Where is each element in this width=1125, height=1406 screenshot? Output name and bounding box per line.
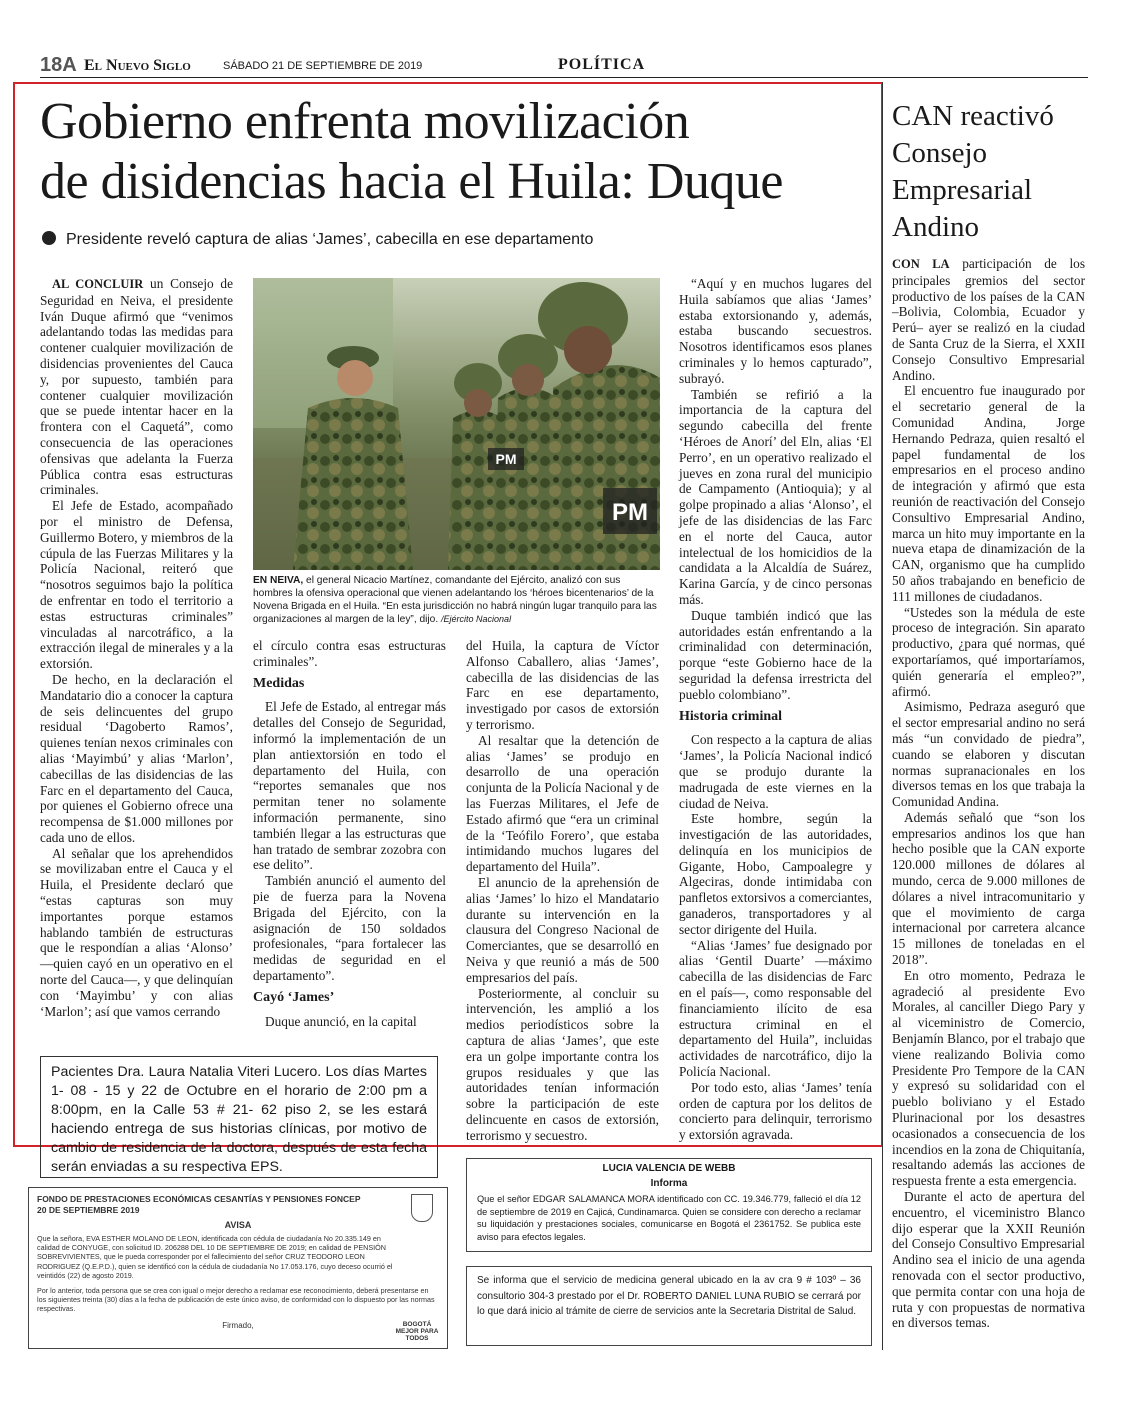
subheadline: Presidente reveló captura de alias ‘James’, cabecilla en ese departamento — [42, 231, 872, 249]
sidebar-headline: CAN reactivó Consejo Empresarial Andino — [892, 100, 1054, 243]
bogota-shield-icon — [411, 1194, 433, 1222]
sidebar-article: CON LA participación de los principales gremios del sector productivo de los países de la CAN –Bolivia, Colombia, Ecuador y Perú– ayer se realizó en la ciudad de Santa Cruz de la Sierra, el XXII Consejo Consultivo Empresarial Andino. El encuentro fue inaugurado por el secretario general de la Comunidad Andina, Jorge Hernando Pedraza, quien resaltó el papel fundamental de los empresarios en el proceso andino de integración y afirmó que esta reunión de reactivación del Consejo Consultivo Empresarial Andino, marca un hito muy importante en la nueva etapa de dinamización de la CAN, organismo que ha cumplido 50 años trabajando en beneficio de 111 millones de ciudadanos. “Ustedes son la médula de este proceso de integración. Sin aparato productivo, ¿para qué normas, qué exportaríamos, qué importaríamos, quién generaría el empleo?”, afirmó. Asimismo, Pedraza aseguró que el sector empresarial andino no será más “un convidado de piedra”, cuando se elaboren y discutan normas supranacionales en los diversos temas en los que trabaja la Comunidad Andina. Además señaló que “son los empresarios andinos los que han hecho posible que la CAN exporte 120.000 millones de dólares al mundo, cerca de 9.000 millones de dólares a nivel intracomunitario y que el movimiento de carga internacional por carretera alcance 15 millones de toneladas en el 2018”. En otro momento, Pedraza le agradeció al presidente Evo Morales, al canciller Diego Pary y al viceministro de Comercio, Benjamín Blanco, por el trabajo que viene realizando Bolivia como Presidente Pro Tempore de la CAN y expresó su solidaridad con el pueblo boliviano y el Estado Plurinacional por los desastres ocasionados a consecuencia de los incendios en la zona de Chiquitanía, resaltando además las acciones de respuesta frente a esta emergencia. Durante el acto de apertura del encuentro, el viceministro Blanco dijo esperar que la XXII Reunión del Consejo Consultivo Empresarial Andino sea el inicio de una agenda renovada con el sector productivo, que permita contar con una hoja de ruta y con propuestas de normativa en diversos temas. — [892, 256, 1085, 1331]
subhead-historia-criminal: Historia criminal — [679, 708, 783, 724]
medical-closure-notice: Se informa que el servicio de medicina general ubicado en la av cra 9 # 103º – 36 consultorio 304-3 prestado por el Dr. ROBERTO DANIEL LUNA RUBIO se cerrará por lo que dará inicio al trámite de cierre de servicios ante la Secretaria Distrital de Salud. — [466, 1266, 872, 1346]
pm-badge-large: PM — [612, 499, 648, 526]
soldiers-photo — [253, 278, 660, 570]
newspaper-name: El Nuevo Siglo — [84, 57, 191, 74]
section-name: POLÍTICA — [558, 56, 646, 73]
article-photo — [253, 278, 660, 570]
photo-credit: /Ejército Nacional — [441, 614, 512, 624]
headline-line-2: de disidencias hacia el Huila: Duque — [40, 153, 783, 210]
webb-notice: LUCIA VALENCIA DE WEBB Informa Que el señor EDGAR SALAMANCA MORA identificado con CC. 19.346.779, falleció el día 12 de septiembre de 2019 en Cajicá, Cundinamarca. Quien se considere con derecho a reclamar su liquidación y prestaciones sociales, comunicarse en Bogotá el 2361752. Se publica este aviso para efectos legales. — [466, 1158, 872, 1252]
pm-badge-small: PM — [495, 451, 517, 467]
bullet-icon — [42, 231, 56, 245]
header-rule — [40, 77, 1088, 78]
issue-date: SÁBADO 21 DE SEPTIEMBRE DE 2019 — [223, 60, 423, 72]
lead-in: AL CONCLUIR — [52, 277, 144, 291]
clinic-notice: Pacientes Dra. Laura Natalia Viteri Lucero. Los días Martes 1- 08 - 15 y 22 de Octubre en el horario de 2:00 pm a 8:00pm, en la Calle 53 # 21- 62 piso 2, se les estará haciendo entrega de sus historias clínicas, por motivo de cambio de residencia de la doctora, después de esta fecha serán enviadas a su respectiva EPS. — [40, 1056, 438, 1178]
bogota-logo: BOGOTÁ MEJOR PARA TODOS — [395, 1321, 439, 1342]
article-column-4: “Aquí y en muchos lugares del Huila sabíamos que alias ‘James’ estaba extorsionando y, además, estaba buscando secuestros. Nosotros identificamos esos planes criminales y lo hemos capturado”, subrayó. También se refirió a la importancia de la captura del segundo cabecilla del frente ‘Héroes de Anorí’ del Eln, alias ‘El Perro’, en un operativo realizado el jueves en zona rural del municipio de Campamento (Antioquia); y al golpe propinado a alias ‘Alonso’, el jefe de las disidencias de las Farc en el norte del Cauca, autor intelectual de los homicidios de la candidata a la Alcaldía de Suárez, Karina García, y de cinco personas más. Duque también indicó que las autoridades están enfrentando a la criminalidad con determinación, porque “este Gobierno hace de la seguridad la defensa irrestricta del pueblo colombiano”. Historia criminal Con respecto a la captura de alias ‘James’, la Policía Nacional indicó que se produjo durante la madrugada de este viernes en la ciudad de Neiva. Este hombre, según la investigación de las autoridades, delinquía en los municipios de Gigante, Hobo, Campoalegre y Algeciras, donde intimidaba con panfletos extorsivos a comerciantes, ganaderos, transportadores y al sector dirigente del Huila. “Alias ‘James’ fue designado por alias ‘Gentil Duarte’ —máximo cabecilla de las disidencias de Farc en el país—, como responsable del financiamiento ilícito de esa estructura criminal en el departamento del Huila”, incluidas actividades de narcotráfico, dijo la Policía Nacional. Por todo esto, alias ‘James’ tenía orden de captura por los delitos de concierto para delinquir, terrorismo y extorsión agravada. — [679, 276, 872, 1143]
headline-line-1: Gobierno enfrenta movilización — [40, 93, 690, 150]
article-column-2: el círculo contra esas estructuras criminales”. Medidas El Jefe de Estado, al entregar más detalles del Consejo de Seguridad, informó la implementación de un plan antiextorsión en todo el departamento del Huila, con “reportes semanales que nos permitan tener no solamente información permanente, sino también llegar a las estructuras que han tratado de sembrar zozobra con ese delito”. También anunció el aumento del pie de fuerza para la Novena Brigada del Ejército, con la asignación de 150 soldados profesionales, “para fortalecer las medidas de seguridad en el departamento”. Cayó ‘James’ Duque anunció, en la capital — [253, 638, 446, 1029]
subhead-cayo-james: Cayó ‘James’ — [253, 989, 335, 1005]
page-number: 18A — [40, 54, 77, 76]
headline — [40, 92, 870, 212]
foncep-notice: FONDO DE PRESTACIONES ECONÓMICAS CESANTÍAS Y PENSIONES FONCEP 20 DE SEPTIEMBRE 2019 AVISA Que la señora, EVA ESTHER MOLANO DE LEON, identificada con cédula de ciudadanía No 20.335.149 en calidad de CONYUGE, con solicitud ID. 206288 DEL 10 DE SEPTIEMBRE DE 2019; en calidad de PENSIÓN SOBREVIVIENTES, que le pueda corresponder por el fallecimiento del señor CRUZ TEODORO LEON RODRIGUEZ (Q.E.P.D.), quien se identificó con la cédula de ciudadanía No 17.053.176, cuyo deceso ocurrió el veintidós (22) de agosto 2019. Por lo anterior, toda persona que se crea con igual o mejor derecho a reclamar ese reconocimiento, deberá presentarse en los siguientes treinta (30) días a la fecha de publicación de este único aviso, de conformidad con lo dispuesto por las normas respectivas. Firmado, BOGOTÁ MEJOR PARA TODOS — [28, 1187, 448, 1349]
sidebar-lead-in: CON LA — [892, 257, 950, 271]
subhead-medidas: Medidas — [253, 675, 305, 691]
page-header — [40, 54, 1088, 78]
sidebar-divider — [882, 82, 883, 1350]
article-column-1: AL CONCLUIR un Consejo de Seguridad en Neiva, el presidente Iván Duque afirmó que “venimos adelantando todas las medidas para contener cualquier movilización de disidencias provenientes del Cauca y, por supuesto, también para contener cualquier movilización que se puede intentar hacer en la frontera con el Caquetá”, como consecuencia de las operaciones ofensivas que adelanta la Fuerza Pública contra esas estructuras criminales. El Jefe de Estado, acompañado por el ministro de Defensa, Guillermo Botero, y miembros de la cúpula de las Fuerzas Militares y la Policía Nacional, reiteró que “nosotros seguimos bajo la política de enfrentar en todo el territorio a estas estructuras criminales” vinculadas al narcotráfico, a la extracción ilegal de minerales y a la extorsión. De hecho, en la declaración el Mandatario dio a conocer la captura de seis delincuentes del grupo residual ‘Dagoberto Ramos’, quienes tenían nexos criminales con alias ‘Mayimbú’ y alias ‘Marlon’, cabecillas de las disidencias de las Farc en el departamento del Cauca, por quienes el Gobierno ofrece una recompensa de $1.000 millones por cada uno de ellos. Al señalar que los aprehendidos se movilizaban entre el Cauca y el Huila, el Presidente declaró que “estas capturas son muy importantes porque estamos hablando también de estructuras que le respondían a alias ‘Alonso’ —quien cayó en un operativo en el norte del Cauca—, y que delinquían con ‘Mayimbu’ y con alias ‘Marlon’; así que vamos cerrando — [40, 276, 233, 1019]
photo-caption: EN NEIVA, el general Nicacio Martínez, comandante del Ejército, analizó con sus hombres la ofensiva operacional que vienen adelantando los ‘héroes bicentenarios’ de la Novena Brigada en el Huila. “En esta jurisdicción no habrá ningún lugar tranquilo para las organizaciones al margen de la ley”, dijo. /Ejército Nacional — [253, 575, 657, 625]
article-column-3: del Huila, la captura de Víctor Alfonso Caballero, alias ‘James’, cabecilla de las disidencias de las Farc en ese departamento, investigado por casos de extorsión y terrorismo. Al resaltar que la detención de alias ‘James’ se produjo en desarrollo de una operación conjunta de la Policía Nacional y de las Fuerzas Militares, el Jefe de Estado afirmó que “era un criminal de la ‘Teófilo Forero’, que estaba intimidando muchos lugares del departamento del Huila”. El anuncio de la aprehensión de alias ‘James’ lo hizo el Mandatario durante su intervención en la clausura del Congreso Nacional de Comerciantes, que se desarrolló en Neiva y que reunió a más de 500 empresarios del país. Posteriormente, al concluir su intervención, les amplió a los medios periodísticos sobre la captura de alias ‘James’, que este era un golpe importante contra los grupos residuales y que las autoridades tenían información sobre la participación de este delincuente en casos de extorsión, terrorismo y secuestro. — [466, 638, 659, 1143]
